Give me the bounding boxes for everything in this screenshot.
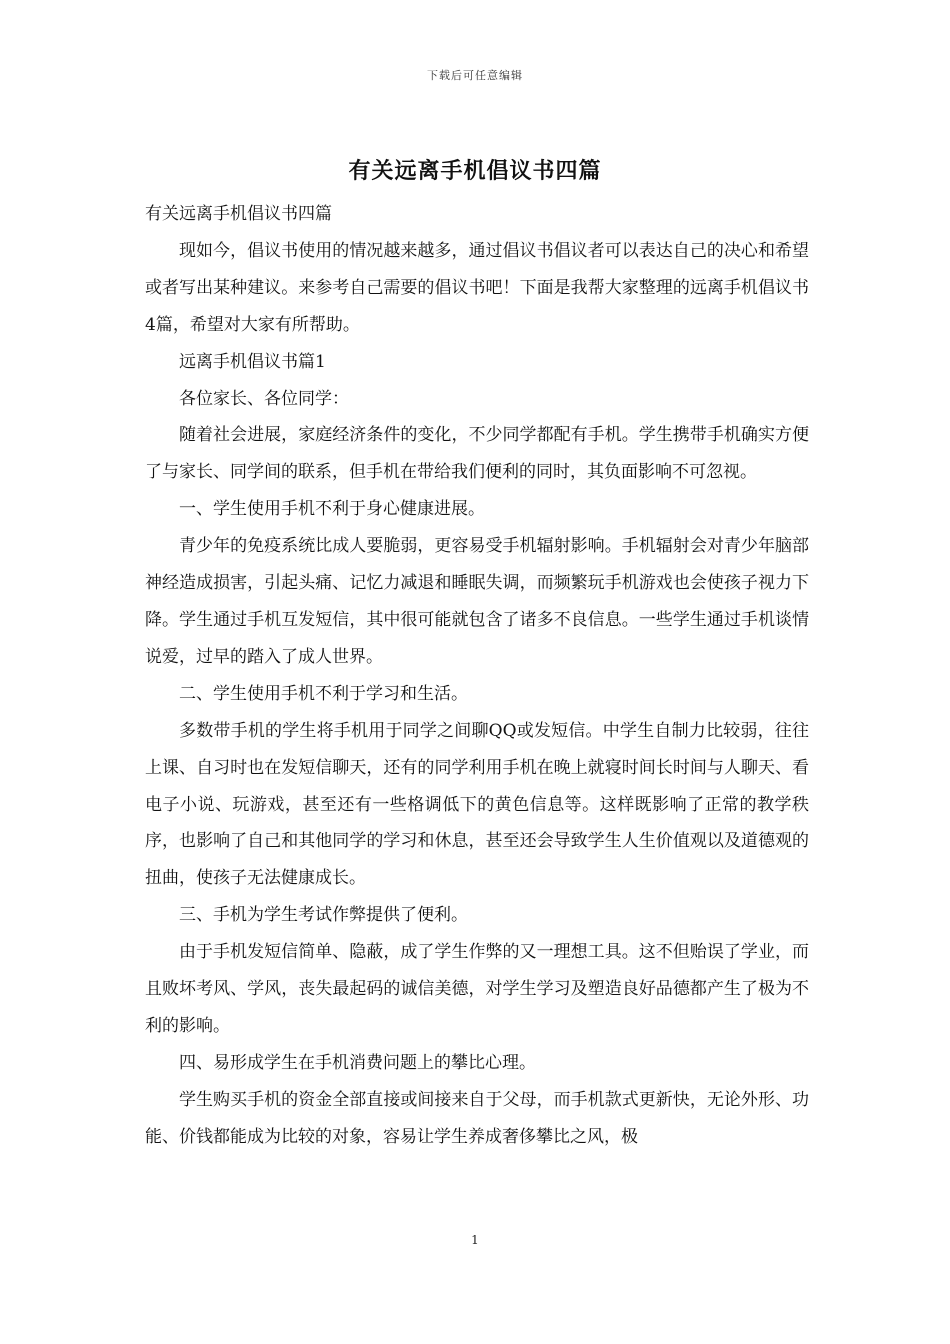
header-note: 下载后可任意编辑 [427, 69, 523, 82]
page-number: 1 [471, 1233, 479, 1247]
body-paragraph: 青少年的免疫系统比成人要脆弱，更容易受手机辐射影响。手机辐射会对青少年脑部神经造成损害，引起头痛、记忆力减退和睡眠失调，而频繁玩手机游戏也会使孩子视力下降。学生通过手机互发短信，其中很可能就包含了诸多不良信息。一些学生通过手机谈情说爱，过早的踏入了成人世界。 [145, 536, 809, 667]
section-heading: 远离手机倡议书篇1 [179, 351, 326, 372]
body-paragraph: 学生购买手机的资金全部直接或间接来自于父母，而手机款式更新快，无论外形、功能、价钱都能成为比较的对象，容易让学生养成奢侈攀比之风，极 [145, 1089, 809, 1147]
salutation: 各位家长、各位同学： [179, 388, 349, 409]
subtitle-paragraph: 有关远离手机倡议书四篇 [145, 204, 332, 224]
point-heading: 一、学生使用手机不利于身心健康进展。 [179, 499, 485, 520]
point-heading: 四、易形成学生在手机消费问题上的攀比心理。 [179, 1052, 536, 1073]
point-heading: 二、学生使用手机不利于学习和生活。 [179, 683, 468, 704]
body-paragraph: 多数带手机的学生将手机用于同学之间聊QQ或发短信。中学生自制力比较弱，往往上课、自习时也在发短信聊天，还有的同学利用手机在晚上就寝时间长时间与人聊天、看电子小说、玩游戏，甚至还有一些格调低下的黄色信息等。这样既影响了正常的教学秩序，也影响了自己和其他同学的学习和休息，甚至还会导致学生人生价值观以及道德观的扭曲，使孩子无法健康成长。 [145, 720, 809, 889]
intro-paragraph: 现如今，倡议书使用的情况越来越多，通过倡议书倡议者可以表达自己的决心和希望或者写出某种建议。来参考自己需要的倡议书吧！下面是我帮大家整理的远离手机倡议书4篇，希望对大家有所帮助。 [145, 240, 809, 335]
point-heading: 三、手机为学生考试作弊提供了便利。 [179, 905, 468, 926]
body-paragraph: 由于手机发短信简单、隐蔽，成了学生作弊的又一理想工具。这不但贻误了学业，而且败坏考风、学风，丧失最起码的诚信美德，对学生学习及塑造良好品德都产生了极为不利的影响。 [145, 942, 809, 1036]
document-title: 有关远离手机倡议书四篇 [348, 158, 602, 184]
body-paragraph: 随着社会进展，家庭经济条件的变化，不少同学都配有手机。学生携带手机确实方便了与家长、同学间的联系，但手机在带给我们便利的同时，其负面影响不可忽视。 [145, 425, 809, 483]
document-body [145, 196, 809, 1156]
